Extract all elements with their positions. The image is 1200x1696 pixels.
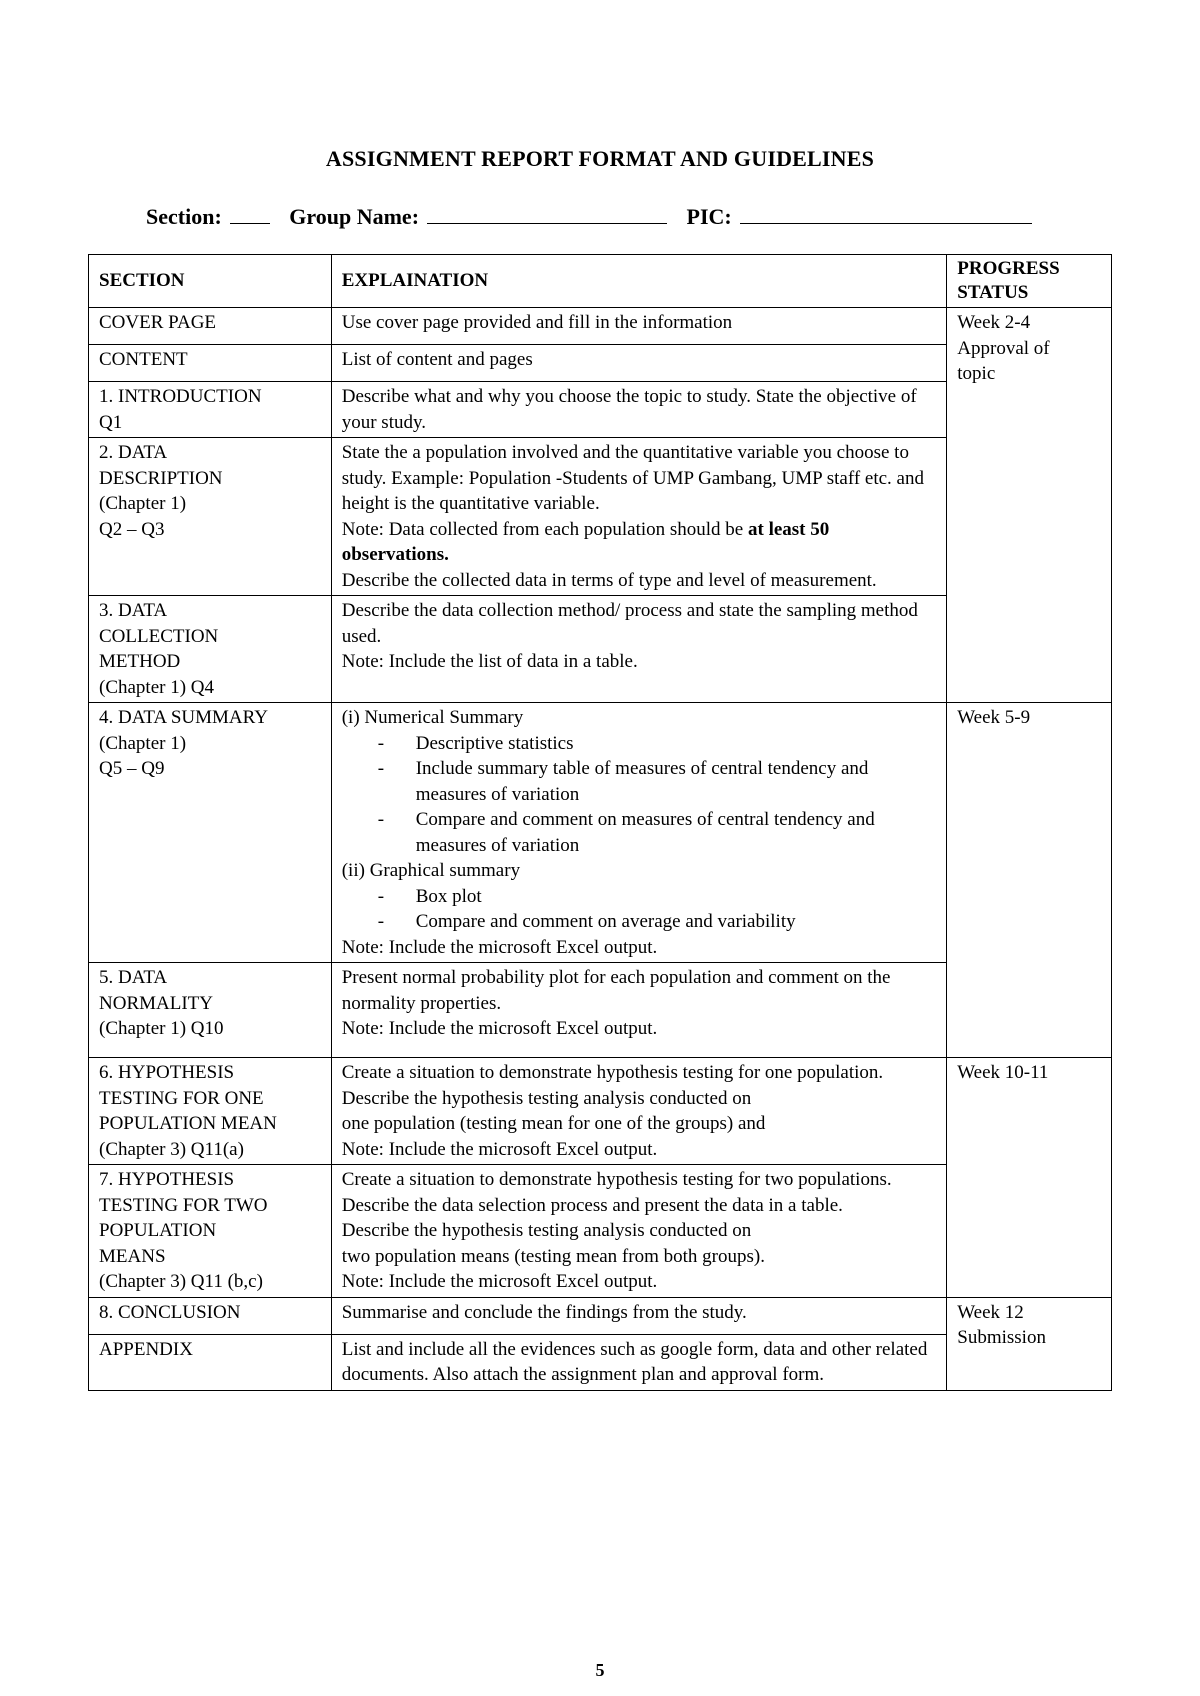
progress-week-12 (947, 1297, 1112, 1390)
row-content-explanation: List of content and pages (331, 345, 947, 382)
row-hypothesis-one-line3: POPULATION MEAN (99, 1113, 277, 1134)
row-data-summary-line3: Q5 – Q9 (99, 758, 165, 779)
row-hypothesis-two-line3: POPULATION (99, 1220, 217, 1241)
row-normality-line3: (Chapter 1) Q10 (99, 1018, 224, 1039)
row-hypothesis-two-section (89, 1165, 332, 1298)
row-hypothesis-two-line2: TESTING FOR TWO (99, 1194, 268, 1216)
hypothesis-one-analysis: Describe the hypothesis testing analysis conducted on (341, 1087, 752, 1109)
progress-week-2-4-line3: topic (957, 363, 996, 384)
row-appendix-section: APPENDIX (89, 1334, 332, 1390)
table-row (89, 1297, 1112, 1334)
list-item: - Compare and comment on measures of central tendency and measures of variation (378, 807, 937, 858)
row-normality-explanation (331, 963, 947, 1058)
row-data-summary-line2: (Chapter 1) (99, 732, 187, 754)
row-conclusion-section: 8. CONCLUSION (89, 1297, 332, 1334)
hypothesis-two-means: two population means (testing mean from both groups). (341, 1245, 765, 1267)
header-progress-line2: STATUS (957, 282, 1029, 303)
pic-blank (740, 203, 1032, 224)
pic-label: PIC: (686, 204, 732, 229)
hypothesis-two-note: Note: Include the microsoft Excel output. (341, 1271, 658, 1292)
document-title: ASSIGNMENT REPORT FORMAT AND GUIDELINES (325, 146, 875, 171)
row-normality-line2: NORMALITY (99, 992, 213, 1014)
progress-week-2-4 (947, 308, 1112, 703)
numerical-summary-heading: (i) Numerical Summary (341, 707, 524, 728)
row-data-collection-line3: METHOD (99, 651, 181, 672)
data-description-note-bold: at least 50 observations. (341, 518, 830, 565)
row-normality-section (89, 963, 332, 1058)
row-data-description-line3: (Chapter 1) (99, 493, 187, 514)
progress-week-5-9: Week 5-9 (947, 703, 1112, 1058)
header-explanation: EXPLAINATION (331, 255, 947, 308)
group-name-label: Group Name: (289, 204, 420, 229)
row-hypothesis-one-section (89, 1058, 332, 1165)
row-intro-section-line2: Q1 (99, 411, 123, 433)
guidelines-table (88, 254, 1112, 1391)
hypothesis-two-analysis: Describe the hypothesis testing analysis conducted on (341, 1220, 752, 1241)
table-row (89, 703, 1112, 963)
row-hypothesis-two-explanation (331, 1165, 947, 1298)
data-summary-note: Note: Include the microsoft Excel output. (341, 936, 658, 958)
row-conclusion-explanation: Summarise and conclude the findings from the study. (331, 1297, 947, 1334)
data-collection-note: Note: Include the list of data in a table. (341, 651, 638, 672)
hypothesis-two-selection: Describe the data selection process and present the data in a table. (341, 1194, 843, 1216)
row-data-summary-line1: 4. DATA SUMMARY (99, 707, 268, 728)
normality-text: Present normal probability plot for each population and comment on the normality properties. (341, 967, 891, 1014)
row-data-description-section (89, 438, 332, 596)
row-data-description-line2: DESCRIPTION (99, 467, 223, 489)
header-section: SECTION (89, 255, 332, 308)
row-data-collection-section (89, 596, 332, 703)
row-normality-line1: 5. DATA (99, 967, 168, 988)
list-item: - Descriptive statistics (378, 731, 937, 757)
list-item: - Include summary table of measures of central tendency and measures of variation (378, 756, 937, 807)
data-description-measurement: Describe the collected data in terms of type and level of measurement. (341, 569, 877, 591)
section-label: Section: (146, 204, 222, 229)
row-content-section: CONTENT (89, 345, 332, 382)
row-hypothesis-one-line2: TESTING FOR ONE (99, 1087, 264, 1109)
progress-week-10-11: Week 10-11 (947, 1058, 1112, 1298)
table-row (89, 1058, 1112, 1165)
graphical-summary-heading: (ii) Graphical summary (341, 860, 521, 881)
group-name-blank (427, 203, 667, 224)
row-data-description-line1: 2. DATA (99, 442, 168, 463)
table-row (89, 308, 1112, 345)
row-data-summary-explanation (331, 703, 947, 963)
row-intro-section-line1: 1. INTRODUCTION (99, 386, 262, 407)
row-hypothesis-one-line4: (Chapter 3) Q11(a) (99, 1138, 244, 1160)
table-header-row (89, 255, 1112, 308)
row-hypothesis-two-line1: 7. HYPOTHESIS (99, 1169, 235, 1190)
hypothesis-two-situation: Create a situation to demonstrate hypothesis testing for two populations. (341, 1169, 892, 1190)
data-description-text: State the a population involved and the quantitative variable you choose to study. Example: Population -Students of UMP Gambang, UMP staff etc. and height is the quantitative variable. (341, 442, 924, 514)
header-progress-status (947, 255, 1112, 308)
hypothesis-one-note: Note: Include the microsoft Excel output. (341, 1138, 658, 1160)
header-progress-line1: PROGRESS (957, 258, 1060, 279)
hypothesis-one-situation: Create a situation to demonstrate hypothesis testing for one population. (341, 1062, 884, 1083)
normality-note: Note: Include the microsoft Excel output. (341, 1018, 658, 1039)
numerical-summary-list (342, 731, 937, 859)
row-hypothesis-two-line4: MEANS (99, 1245, 166, 1267)
row-intro-section (89, 382, 332, 438)
row-intro-explanation: Describe what and why you choose the topic to study. State the objective of your study. (331, 382, 947, 438)
page-number: 5 (595, 1660, 605, 1680)
section-blank (230, 203, 270, 224)
row-appendix-explanation: List and include all the evidences such as google form, data and other related documents. Also attach the assignment plan and approval form. (331, 1334, 947, 1390)
row-data-collection-line2: COLLECTION (99, 625, 219, 647)
progress-week-12-line1: Week 12 (957, 1301, 1024, 1323)
row-data-summary-section (89, 703, 332, 963)
list-item: - Box plot (378, 884, 937, 910)
row-data-description-explanation (331, 438, 947, 596)
graphical-summary-list (342, 884, 937, 935)
progress-week-12-line2: Submission (957, 1327, 1046, 1348)
row-hypothesis-two-line5: (Chapter 3) Q11 (b,c) (99, 1271, 263, 1292)
row-data-collection-line1: 3. DATA (99, 600, 168, 621)
progress-week-2-4-line1: Week 2-4 (957, 312, 1031, 333)
row-hypothesis-one-line1: 6. HYPOTHESIS (99, 1062, 235, 1083)
row-data-collection-line4: (Chapter 1) Q4 (99, 676, 215, 698)
row-cover-explanation: Use cover page provided and fill in the information (331, 308, 947, 345)
data-collection-text: Describe the data collection method/ process and state the sampling method used. (341, 600, 918, 647)
row-hypothesis-one-explanation (331, 1058, 947, 1165)
hypothesis-one-population: one population (testing mean for one of the groups) and (341, 1113, 766, 1134)
list-item: - Compare and comment on average and variability (378, 909, 937, 935)
data-description-note (342, 517, 937, 568)
row-data-description-line4: Q2 – Q3 (99, 518, 165, 540)
row-data-collection-explanation (331, 596, 947, 703)
row-cover-section: COVER PAGE (89, 308, 332, 345)
header-fields (146, 203, 1046, 230)
data-description-note-text: Note: Data collected from each population should be (341, 518, 748, 540)
progress-week-2-4-line2: Approval of (957, 337, 1050, 359)
